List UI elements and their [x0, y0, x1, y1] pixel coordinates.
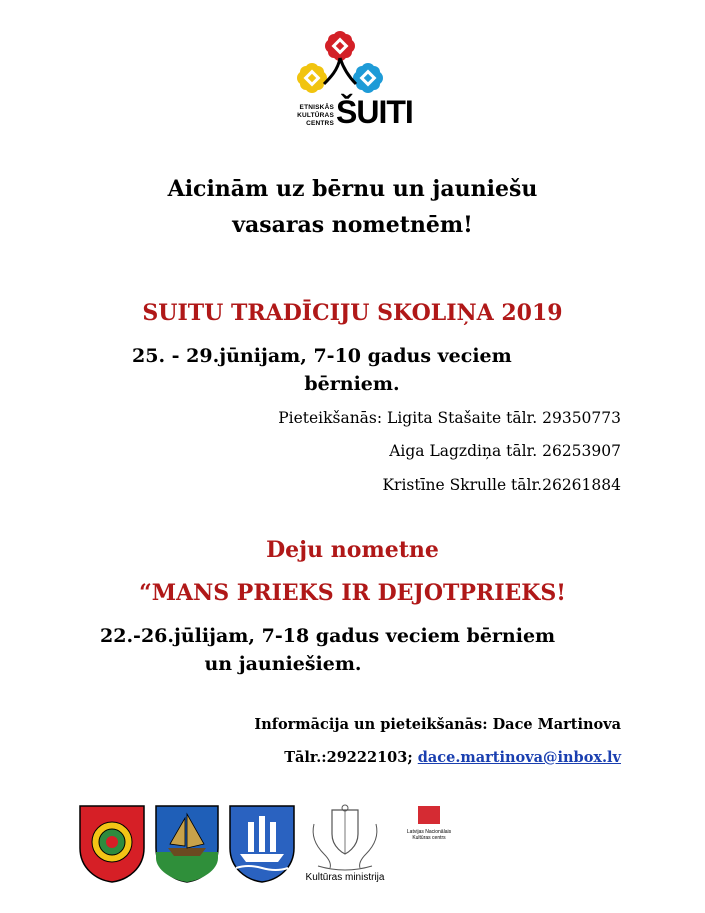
- camp1-contact-1: Pieteikšanās: Ligita Stašaite tālr. 29350773: [278, 409, 621, 427]
- logo-subtitle: [290, 104, 334, 128]
- yellow-flower-icon: [297, 63, 327, 93]
- camp1-title: SUITU TRADĪCIJU SKOLIŅA 2019: [142, 300, 563, 326]
- camp2-title-2: “MANS PRIEKS IR DEJOTPRIEKS!: [139, 580, 566, 606]
- ministry-label: Kultūras ministrija: [305, 872, 385, 883]
- camp1-contact-3: Kristīne Skrulle tālr.26261884: [382, 476, 621, 494]
- info-phone: Tālr.:29222103;: [284, 749, 413, 766]
- latvia-coat-of-arms-icon: [304, 804, 386, 874]
- blue-flower-icon: [353, 63, 383, 93]
- camp2-dates-line-1: 22.-26.jūlijam, 7-18 gadus veciem bērniem: [100, 625, 556, 647]
- camp1-contact-2: Aiga Lagzdiņa tālr. 26253907: [389, 442, 621, 460]
- invite-heading-line-1: Aicinām uz bērnu un jauniešu: [167, 176, 538, 202]
- center-label-line-2: Kultūras centrs: [412, 835, 446, 841]
- camp1-dates-line-2: bērniem.: [304, 373, 400, 395]
- logo-wordmark: ŠUITI: [336, 94, 413, 130]
- email-link[interactable]: dace.martinova@inbox.lv: [417, 749, 621, 766]
- red-flower-icon: [325, 31, 355, 61]
- lnkc-logo-icon: [418, 806, 440, 824]
- red-municipal-crest-icon: [78, 804, 146, 884]
- info-contact-line: [284, 749, 621, 766]
- ship-crest-icon: [154, 804, 220, 884]
- logo-line-2: KULTŪRAS: [297, 112, 334, 119]
- center-label: [404, 829, 454, 841]
- camp1-dates-line-1: 25. - 29.jūnijam, 7-10 gadus veciem: [132, 345, 512, 367]
- logo-line-1: ETNISKĀS: [299, 104, 334, 111]
- info-line: Informācija un pieteikšanās: Dace Martinova: [254, 716, 621, 733]
- logo-line-3: CENTRS: [306, 120, 334, 127]
- camp2-title-1: Deju nometne: [266, 537, 439, 563]
- sailing-ship-crest-icon: [228, 804, 296, 884]
- invite-heading-line-2: vasaras nometnēm!: [232, 212, 473, 238]
- center-label-line-1: Latvijas Nacionālais: [406, 829, 452, 835]
- camp2-dates-line-2: un jauniešiem.: [204, 653, 362, 675]
